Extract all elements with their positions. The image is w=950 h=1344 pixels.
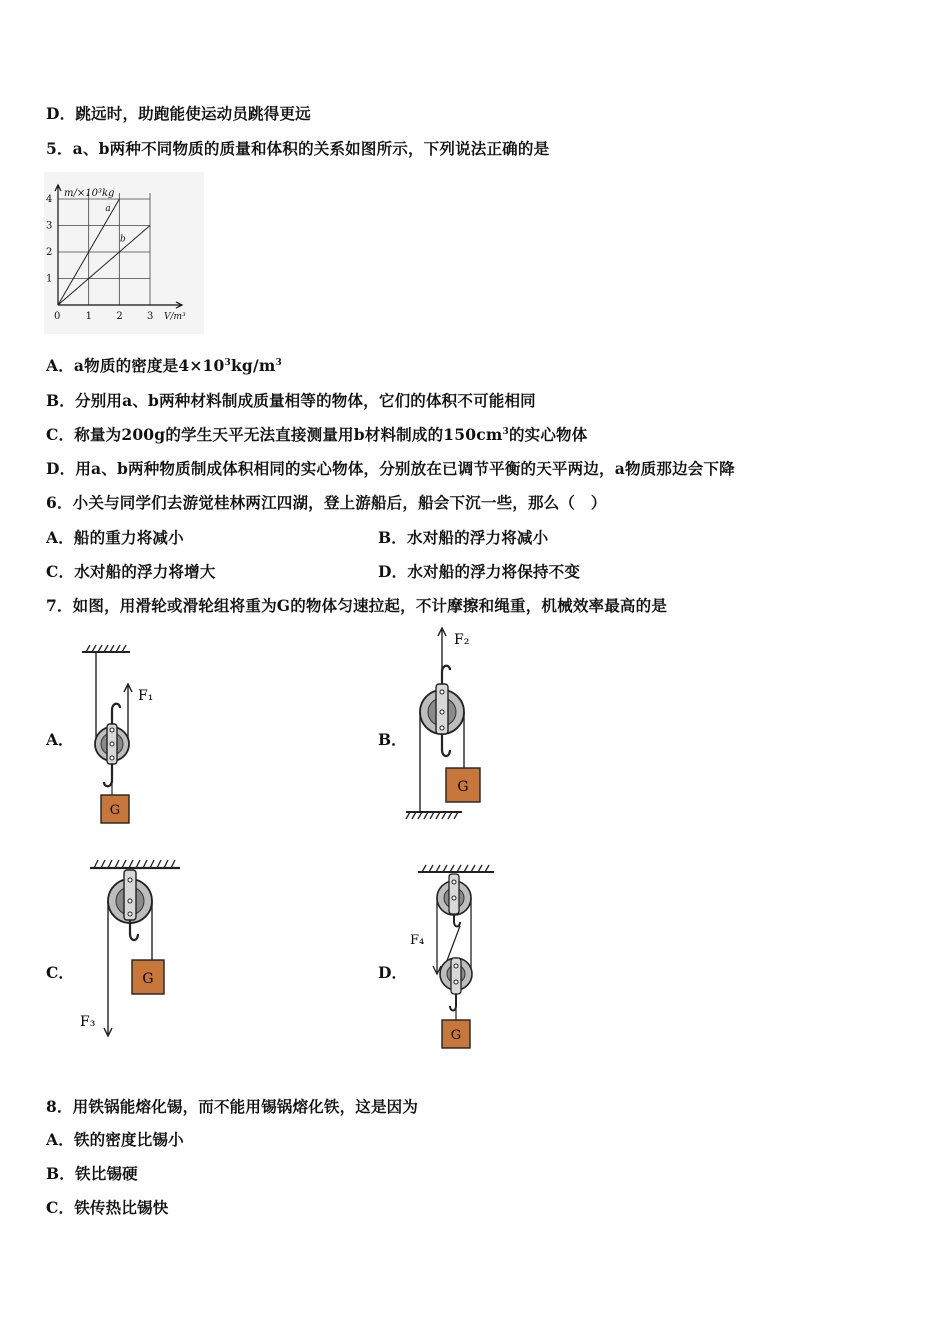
q8-option-b: B．铁比锡硬 (46, 1164, 138, 1183)
weight-g-label: G (450, 1028, 462, 1043)
force-f1-label: F₁ (138, 688, 154, 704)
chart-series-label-b: b (120, 234, 126, 245)
q5-option-d: D．用a、b两种物质制成体积相同的实心物体，分别放在已调节平衡的天平两边，a物质那边会下降 (46, 459, 735, 478)
q7-stem: 7．如图，用滑轮或滑轮组将重为G的物体匀速拉起，不计摩擦和绳重，机械效率最高的是 (46, 596, 668, 615)
pulley-figure-a (76, 640, 186, 830)
q4-option-d: D．跳远时，助跑能使运动员跳得更远 (46, 104, 311, 123)
force-f4-label: F₄ (410, 933, 425, 948)
q6-option-d: D．水对船的浮力将保持不变 (378, 562, 581, 581)
chart-series-label-a: a (105, 204, 111, 214)
chart-x-tick-label: 3 (147, 311, 154, 322)
chart-x-tick-label: 1 (85, 311, 93, 322)
weight-g-label: G (109, 803, 121, 818)
pulley-figure-b (400, 622, 510, 827)
q5-option-c: C．称量为200g的学生天平无法直接测量用b材料制成的$150cm^3$的实心物体 (46, 425, 588, 444)
force-f3-label: F₃ (80, 1014, 96, 1030)
q6-option-c: C．水对船的浮力将增大 (46, 562, 216, 581)
q8-option-c: C．铁传热比锡快 (46, 1198, 169, 1217)
chart-y-tick-label: 3 (46, 220, 53, 232)
weight-g-label: G (142, 971, 154, 987)
q5-stem: 5．a、b两种不同物质的质量和体积的关系如图所示，下列说法正确的是 (46, 139, 550, 158)
weight-g-label: G (457, 779, 469, 795)
pulley-figure-c (76, 856, 196, 1046)
force-f2-label: F₂ (454, 632, 470, 648)
q8-option-a: A．铁的密度比锡小 (46, 1130, 184, 1149)
chart-x-axis-label: V/m³ (164, 312, 186, 322)
q5-option-a: A．a物质的密度是$4\times 10^3kg/m^3$ (46, 356, 282, 375)
q6-option-a: A．船的重力将减小 (46, 528, 184, 547)
q7-label-b: B． (378, 730, 407, 749)
q7-label-d: D． (378, 963, 407, 982)
mass-volume-chart (44, 172, 204, 334)
q7-label-c: C． (46, 963, 74, 982)
chart-y-tick-label: 1 (46, 273, 53, 285)
chart-x-tick-label: 2 (116, 311, 123, 322)
pulley-figure-d (404, 862, 504, 1057)
q5-option-b: B．分别用a、b两种材料制成质量相等的物体，它们的体积不可能相同 (46, 391, 536, 410)
q6-option-b: B．水对船的浮力将减小 (378, 528, 549, 547)
q7-label-a: A． (46, 730, 74, 749)
q6-stem: 6．小关与同学们去游觉桂林两江四湖，登上游船后，船会下沉一些，那么（ ） (46, 493, 607, 512)
chart-y-axis-label: m/×10³kg (64, 188, 115, 199)
chart-y-tick-label: 4 (46, 194, 53, 205)
chart-x-tick-label: 0 (54, 311, 61, 322)
q8-stem: 8．用铁锅能熔化锡，而不能用锡锅熔化铁，这是因为 (46, 1097, 419, 1116)
chart-y-tick-label: 2 (46, 247, 53, 258)
